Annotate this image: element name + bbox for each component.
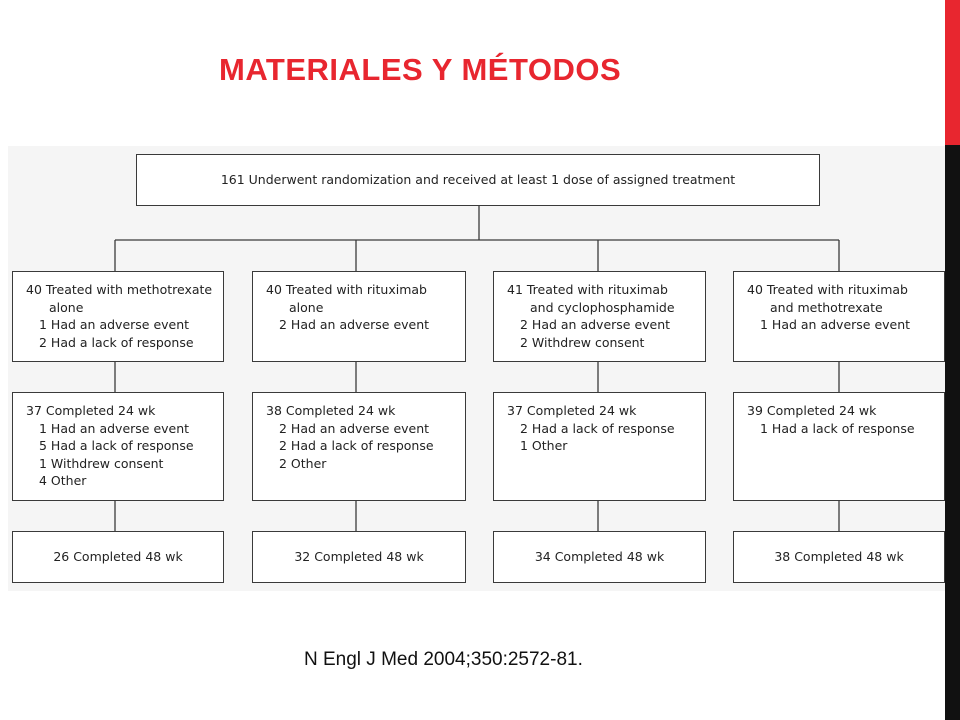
arm4-week24-line: 1 Had a lack of response	[760, 420, 915, 436]
arm2-week24-line: 38 Completed 24 wk	[266, 403, 396, 418]
arm1-week24-line: 37 Completed 24 wk	[26, 403, 156, 418]
arm3-treated-line: 2 Withdrew consent	[520, 334, 645, 350]
flow-diagram	[8, 146, 945, 591]
arm3-week48-text: 34 Completed 48 wk	[534, 549, 665, 565]
arm4-treated-line: and methotrexate	[770, 299, 883, 315]
arm4-week48-box	[733, 531, 945, 583]
arm4-treated-line: 40 Treated with rituximab	[747, 282, 908, 297]
arm1-treated-line: 2 Had a lack of response	[39, 334, 194, 350]
arm3-week24-line: 2 Had a lack of response	[520, 420, 675, 436]
slide-title: MATERIALES Y MÉTODOS	[219, 52, 622, 87]
arm1-week48-text: 26 Completed 48 wk	[53, 549, 183, 565]
arm4-week48-text: 38 Completed 48 wk	[774, 549, 904, 565]
arm2-week24-line: 2 Had an adverse event	[279, 420, 430, 436]
arm2-treated-line: 40 Treated with rituximab	[266, 282, 427, 297]
arm4-treated-line: 1 Had an adverse event	[760, 317, 911, 332]
arm2-week48-box	[252, 531, 466, 583]
arm4-treated-box	[733, 271, 945, 362]
arm2-treated-line: alone	[289, 299, 324, 315]
arm1-treated-line: 1 Had an adverse event	[39, 317, 190, 332]
randomization-box	[136, 154, 820, 206]
arm1-week24-line: 1 Had an adverse event	[39, 420, 190, 436]
citation-text: N Engl J Med 2004;350:2572-81.	[304, 649, 583, 670]
arm3-week24-line: 37 Completed 24 wk	[507, 403, 637, 418]
flow-connectors	[8, 146, 945, 591]
accent-bar-black	[945, 145, 960, 720]
arm1-treated-line: 40 Treated with methotrexate	[26, 282, 213, 297]
arm3-treated-line: and cyclophosphamide	[530, 299, 675, 315]
arm1-treated-line: alone	[49, 299, 84, 315]
accent-bar-red	[945, 0, 960, 145]
arm3-week24-box	[493, 392, 706, 501]
arm3-treated-line: 2 Had an adverse event	[520, 317, 671, 332]
arm1-treated-box	[12, 271, 224, 362]
arm2-week24-box	[252, 392, 466, 501]
randomization-text: 161 Underwent randomization and received at least 1 dose of assigned treatment	[220, 172, 736, 188]
arm2-week24-line: 2 Other	[279, 455, 327, 471]
arm3-week48-box	[493, 531, 706, 583]
arm3-treated-line: 41 Treated with rituximab	[507, 282, 668, 297]
arm2-treated-box	[252, 271, 466, 362]
arm4-week24-line: 39 Completed 24 wk	[747, 403, 877, 418]
arm1-week24-line: 5 Had a lack of response	[39, 438, 194, 453]
arm2-treated-line: 2 Had an adverse event	[279, 317, 430, 332]
arm2-week48-text: 32 Completed 48 wk	[294, 549, 424, 565]
arm1-week24-line: 4 Other	[39, 473, 87, 488]
arm1-week24-line: 1 Withdrew consent	[39, 455, 164, 471]
arm1-week24-box	[12, 392, 224, 501]
arm2-week24-line: 2 Had a lack of response	[279, 438, 434, 453]
arm3-treated-box	[493, 271, 706, 362]
arm3-week24-line: 1 Other	[520, 438, 568, 453]
arm1-week48-box	[12, 531, 224, 583]
arm4-week24-box	[733, 392, 945, 501]
